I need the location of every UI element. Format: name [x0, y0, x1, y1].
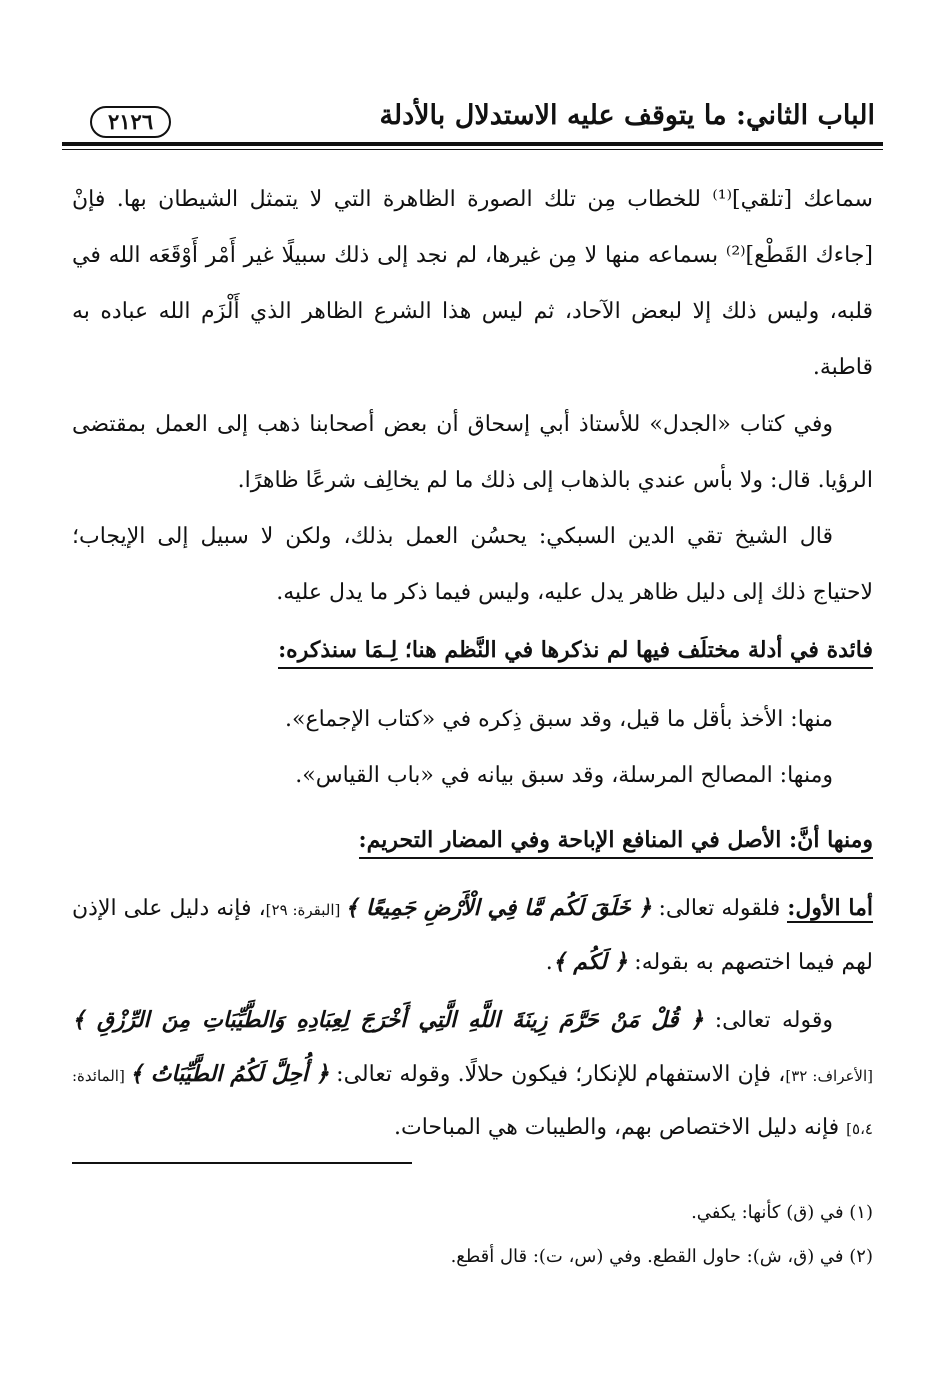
paragraph-4-text-a: فلقوله تعالى:: [651, 896, 788, 921]
running-title: الباب الثاني: ما يتوقف عليه الاستدلال بالأدلة: [379, 100, 875, 131]
paragraph-3: قال الشيخ تقي الدين السبكي: يحسُن العمل بذلك، ولكن لا سبيل إلى الإيجاب؛ لاحتياج ذلك إلى دليل ظاهر يدل عليه، وليس فيما ذكر ما يدل عليه.: [72, 524, 873, 605]
quran-ref-2: [الأعراف: ٣٢]: [785, 1067, 873, 1085]
quran-quote-3: ﴿ قُلْ مَنْ حَرَّمَ زِينَةَ اللَّهِ الَّتِي أَخْرَجَ لِعِبَادِهِ وَالطَّيِّبَاتِ مِنَ الرِّزْقِ ﴾: [72, 1007, 704, 1033]
footnote-1: (١) في (ق) كأنها: يكفي.: [691, 1202, 873, 1223]
paragraph-5-text-b: ، فإن الاستفهام للإنكار؛ فيكون حلالًا. وقوله تعالى:: [328, 1062, 786, 1087]
footnote-separator: [72, 1162, 412, 1164]
quran-quote-2: ﴿ لَكُم ﴾: [552, 949, 628, 975]
paragraph-2: وفي كتاب «الجدل» للأستاذ أبي إسحاق أن بعض أصحابنا ذهب إلى العمل بمقتضى الرؤيا. قال: ولا بأس عندي بالذهاب إلى ذلك ما لم يخالِف شرعًا ظاهرًا.: [72, 412, 873, 493]
section-heading-1: [72, 628, 873, 672]
quran-quote-4: ﴿ أُحِلَّ لَكُمُ الطَّيِّبَاتُ ﴾: [129, 1061, 329, 1087]
paragraph-4-lead: أما الأول:: [787, 895, 873, 921]
paragraph-1: سماعك [تلقي]⁽¹⁾ للخطاب مِن تلك الصورة الظاهرة التي لا يتمثل الشيطان بها. فإنْ [جاءك القَطْع]⁽²⁾ بسماعه منها لا مِن غيرها، لم نجد إلى ذلك سبيلًا غير أَمْر أَوْقَعَه الله في قلبه، وليس ذلك إلا لبعض الآحاد، ثم ليس هذا الشرع الظاهر الذي أَلْزَم الله عباده به قاطبة.: [72, 187, 873, 380]
quran-ref-1: [البقرة: ٢٩]: [265, 901, 346, 919]
section-heading-2: [72, 818, 873, 862]
paragraph-5-text-c: فإنه دليل الاختصاص بهم، والطيبات هي المباحات.: [394, 1115, 847, 1140]
header-rule-thin: [62, 149, 883, 150]
paragraph-4-text-b: ، فإنه دليل على الإذن لهم فيما اختصهم به بقوله:: [72, 896, 873, 975]
header-rule-thick: [62, 142, 883, 146]
list-item-2: ومنها: المصالح المرسلة، وقد سبق بيانه في «باب القياس».: [295, 763, 833, 788]
quran-quote-1: ﴿ خَلَقَ لَكُم مَّا فِي الْأَرْضِ جَمِيعًا ﴾: [345, 895, 652, 921]
quran-ref-3: [المائدة: ٥،٤]: [72, 1067, 873, 1138]
paragraph-4: [72, 882, 873, 989]
list-item-1: منها: الأخذ بأقل ما قيل، وقد سبق ذِكره في «كتاب الإجماع».: [285, 707, 833, 732]
paragraph-5: [72, 994, 873, 1155]
page-header: [62, 92, 883, 156]
paragraph-5-text-a: وقوله تعالى:: [703, 1008, 834, 1033]
paragraph-4-text-c: .: [545, 950, 553, 975]
section-heading-1-text: فائدة في أدلة مختلَف فيها لم نذكرها في النَّظم هنا؛ لِـمَا سنذكره:: [278, 637, 873, 669]
footnote-2: (٢) في (ق، ش): حاول القطع. وفي (س، ت): قال أقطع.: [450, 1246, 873, 1267]
page-number: ٢١٢٦: [90, 106, 171, 138]
section-heading-2-text: ومنها أنَّ: الأصل في المنافع الإباحة وفي المضار التحريم:: [359, 827, 874, 859]
